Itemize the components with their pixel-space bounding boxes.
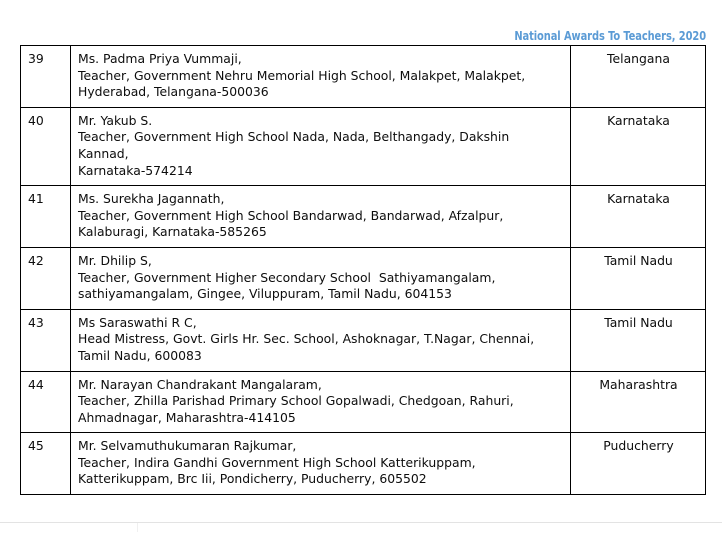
address-line: Ahmadnagar, Maharashtra-414105 [78, 409, 296, 425]
row-name-and-address [71, 309, 571, 371]
address-line: Mr. Narayan Chandrakant Mangalaram, [78, 376, 322, 392]
footer-mark [137, 523, 138, 532]
row-state: Telangana [571, 46, 706, 108]
row-serial-number: 41 [21, 186, 71, 248]
address-line: Karnataka-574214 [78, 162, 193, 178]
row-name-and-address [71, 371, 571, 433]
address-line: Head Mistress, Govt. Girls Hr. Sec. School, Ashoknagar, T.Nagar, Chennai, [78, 331, 535, 347]
row-state: Karnataka [571, 186, 706, 248]
awards-table-container [20, 45, 705, 495]
address-line: Ms. Padma Priya Vummaji, [78, 51, 242, 66]
row-serial-number: 39 [21, 46, 71, 108]
address-line: Hyderabad, Telangana-500036 [78, 84, 269, 100]
row-name-and-address [71, 107, 571, 185]
running-header-title: National Awards To Teachers, 2020 [514, 28, 706, 43]
address-line: Teacher, Indira Gandhi Government High School Katterikuppam, [78, 454, 476, 470]
row-serial-number: 42 [21, 247, 71, 309]
address-line: Katterikuppam, Brc Iii, Pondicherry, Puducherry, 605502 [78, 471, 427, 487]
row-state: Maharashtra [571, 371, 706, 433]
table-row [21, 247, 706, 309]
row-serial-number: 43 [21, 309, 71, 371]
row-state: Tamil Nadu [571, 309, 706, 371]
table-row [21, 46, 706, 108]
table-row [21, 309, 706, 371]
row-name-and-address [71, 247, 571, 309]
table-row [21, 433, 706, 495]
address-line: Teacher, Government Higher Secondary School Sathiyamangalam, [78, 269, 496, 285]
address-line: Tamil Nadu, 600083 [78, 347, 202, 363]
row-serial-number: 40 [21, 107, 71, 185]
row-serial-number: 45 [21, 433, 71, 495]
table-row [21, 371, 706, 433]
address-line: Kannad, [78, 145, 129, 161]
address-line: Teacher, Government Nehru Memorial High School, Malakpet, Malakpet, [78, 67, 526, 83]
address-line: Mr. Selvamuthukumaran Rajkumar, [78, 438, 297, 454]
row-state: Tamil Nadu [571, 247, 706, 309]
address-line: Teacher, Government High School Bandarwad, Bandarwad, Afzalpur, [78, 207, 504, 223]
address-line: Teacher, Government High School Nada, Nada, Belthangady, Dakshin [78, 129, 510, 145]
address-line: Ms Saraswathi R C, [78, 314, 197, 330]
row-name-and-address [71, 46, 571, 108]
address-line: Teacher, Zhilla Parishad Primary School Gopalwadi, Chedgoan, Rahuri, [78, 393, 514, 409]
row-name-and-address [71, 433, 571, 495]
address-line: Ms. Surekha Jagannath, [78, 191, 225, 207]
address-line: Mr. Yakub S. [78, 112, 153, 128]
row-state: Karnataka [571, 107, 706, 185]
row-serial-number: 44 [21, 371, 71, 433]
table-row [21, 107, 706, 185]
awards-table [20, 45, 706, 495]
row-state: Puducherry [571, 433, 706, 495]
address-line: sathiyamangalam, Gingee, Viluppuram, Tamil Nadu, 604153 [78, 286, 452, 302]
table-row [21, 186, 706, 248]
address-line: Kalaburagi, Karnataka-585265 [78, 224, 267, 240]
awards-table-body [21, 46, 706, 495]
footer-divider [0, 522, 722, 523]
address-line: Mr. Dhilip S, [78, 252, 152, 268]
row-name-and-address [71, 186, 571, 248]
